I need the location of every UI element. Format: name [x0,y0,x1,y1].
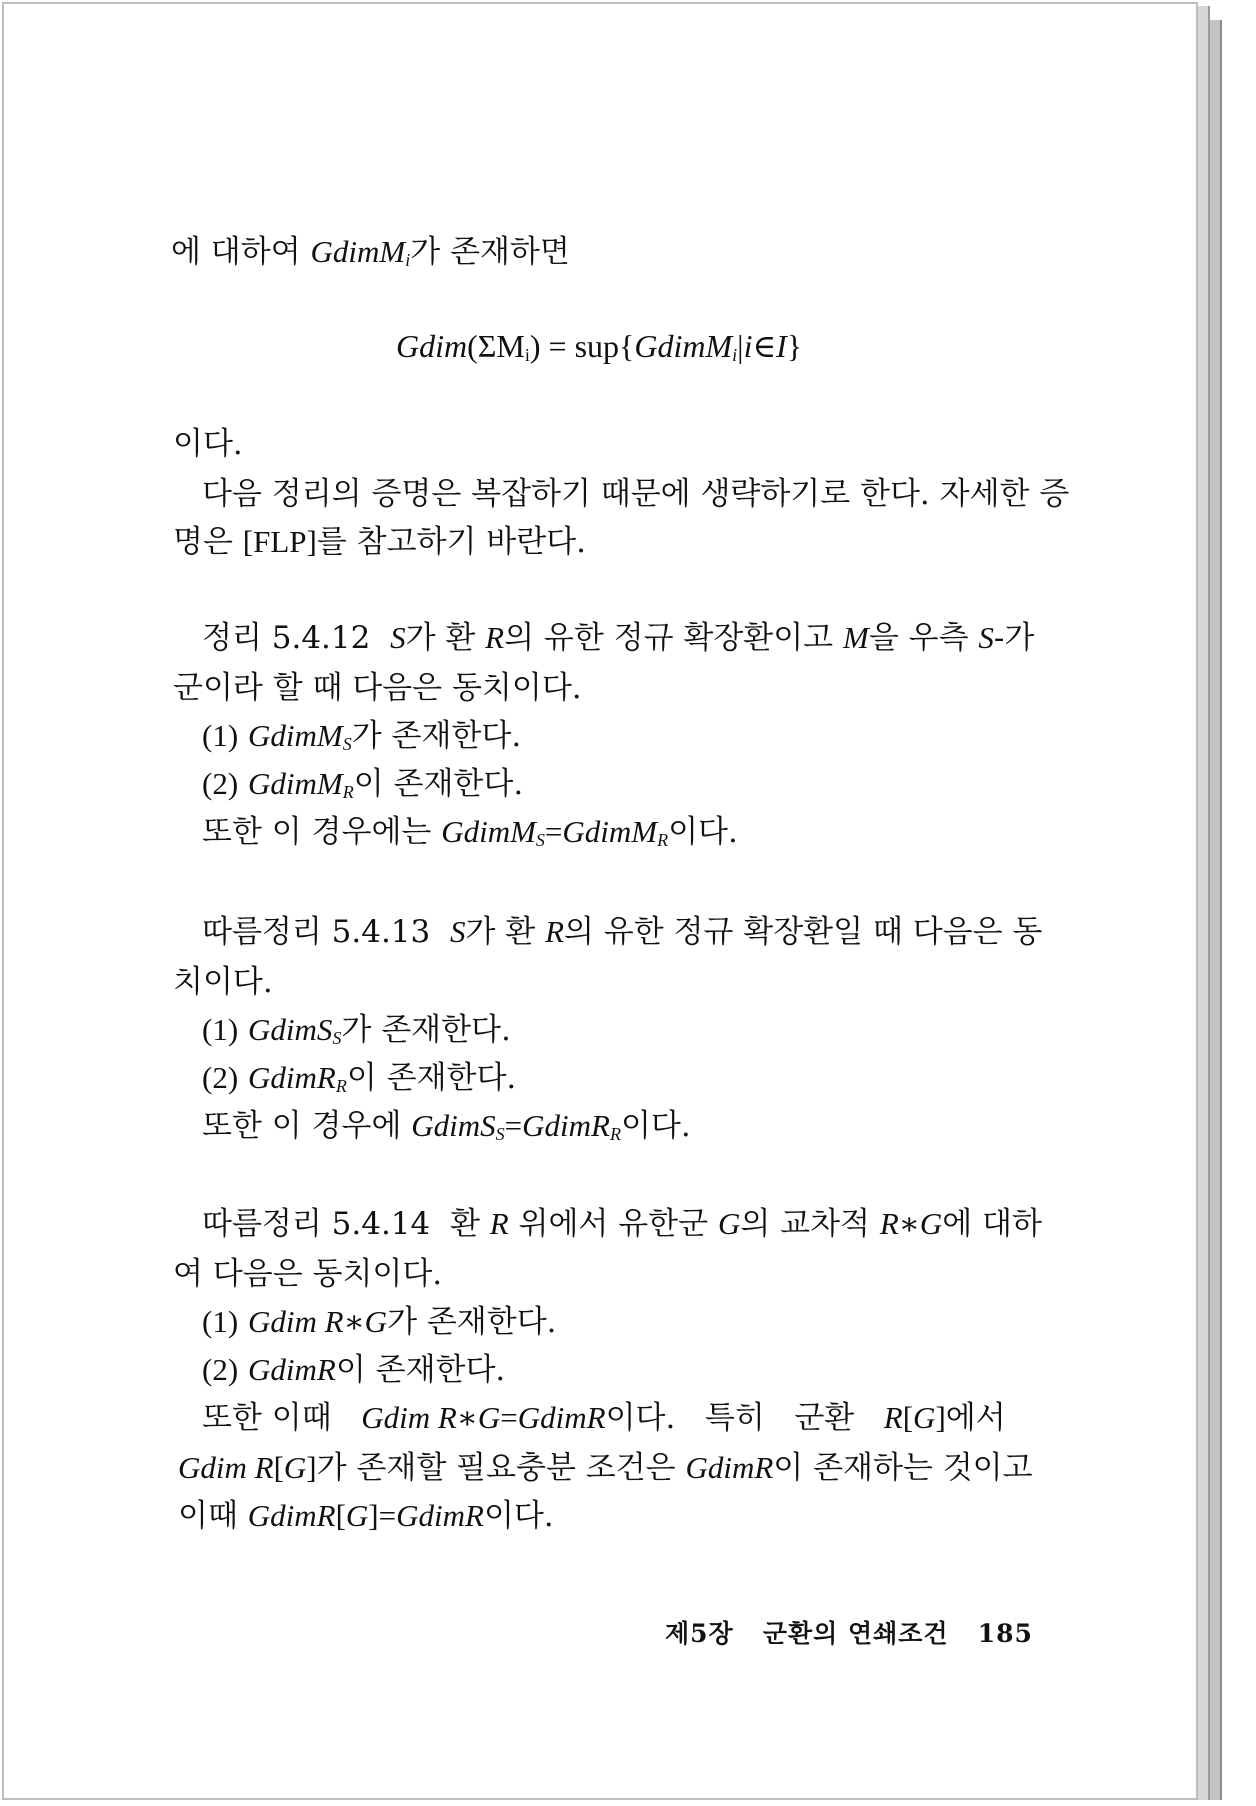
page-edge [1198,6,1210,1800]
corollary-5-4-14-line-2: 여 다음은 동치이다. [173,1256,443,1292]
theorem-5-4-12-item-1: (1) GdimM$_S$가 존재한다. [202,718,522,754]
corollary-5-4-13-line-2: 치이다. [173,964,273,1000]
theorem-5-4-12-line-2: 군이라 할 때 다음은 동치이다. [173,670,582,706]
text-line-1: 에 대하여 GdimM$_i$가 존재하면 [171,234,570,270]
footer-chapter-title: 군환의 연쇄조건 [762,1619,949,1648]
corollary-5-4-13-line-1: 따름정리 5.4.13 S가 환 R의 유한 정규 확장환일 때 다음은 동 [202,914,1043,950]
corollary-5-4-14-item-1: (1) Gdim R∗G가 존재한다. [202,1304,557,1340]
equation-gdim-sum: $Gdim(\Sigma M_i)$ = sup{GdimM$_i$|i∈I} [396,328,803,365]
footer-chapter: 제5장 [665,1619,734,1648]
text-line-3: 이다. [173,426,243,462]
corollary-5-4-14-line-6: Gdim R[G]가 존재할 필요충분 조건은 GdimR이 존재하는 것이고 [178,1450,1033,1486]
text-line-4: 다음 정리의 증명은 복잡하기 때문에 생략하기로 한다. 자세한 증 [202,476,1070,512]
corollary-5-4-14-line-5: 또한 이때 Gdim R∗G=GdimR이다. 특히 군환 R[G]에서 [202,1400,1006,1436]
corollary-5-4-13-item-1: (1) GdimS$_S$가 존재한다. [202,1012,511,1048]
corollary-5-4-13-line-5: 또한 이 경우에 GdimS$_S$=GdimR$_R$이다. [202,1108,691,1144]
text-line-5: 명은 [FLP]를 참고하기 바란다. [173,524,586,560]
page-edge-back [1210,20,1222,1800]
theorem-5-4-12-line-1: 정리 5.4.12 S가 환 R의 유한 정규 확장환이고 M을 우측 S-가 [202,620,1035,656]
theorem-5-4-12-line-5: 또한 이 경우에는 GdimM$_S$=GdimM$_R$이다. [202,814,738,850]
theorem-5-4-12-item-2: (2) GdimM$_R$이 존재한다. [202,766,524,802]
corollary-5-4-14-line-7: 이때 GdimR[G]=GdimR이다. [178,1498,554,1534]
corollary-5-4-14-item-2: (2) GdimR이 존재한다. [202,1352,506,1388]
corollary-5-4-14-line-1: 따름정리 5.4.14 환 R 위에서 유한군 G의 교차적 R∗G에 대하 [202,1206,1042,1242]
page-number: 185 [977,1619,1033,1648]
corollary-5-4-13-item-2: (2) GdimR$_R$이 존재한다. [202,1060,517,1096]
page-footer [665,1614,1033,1650]
